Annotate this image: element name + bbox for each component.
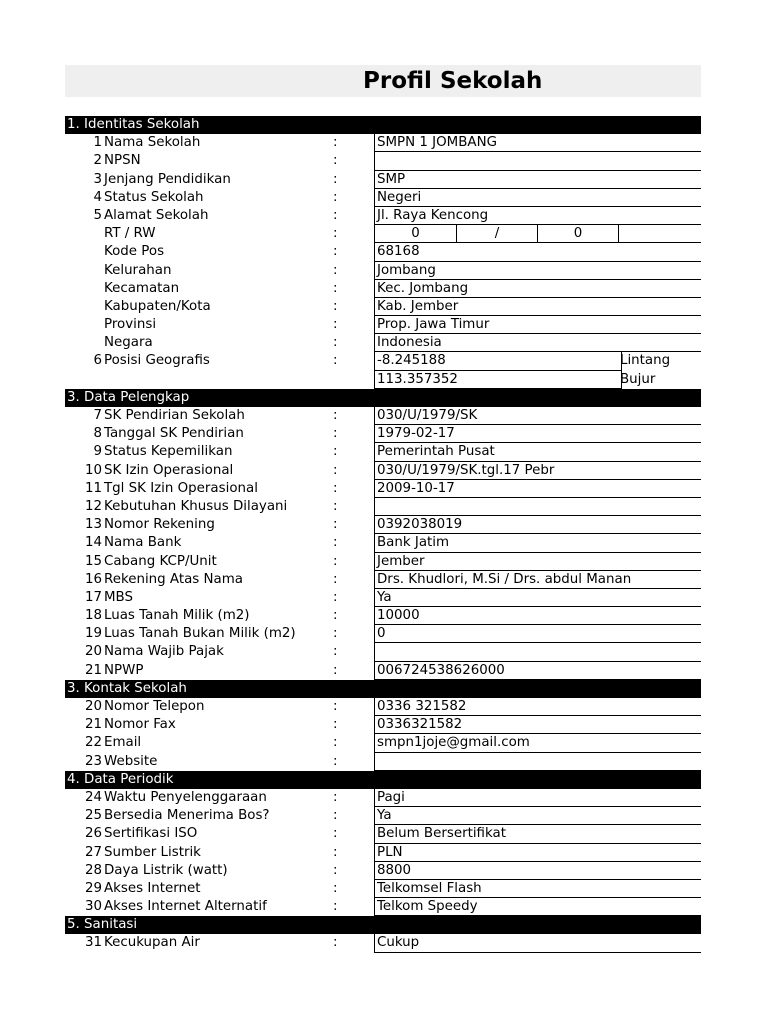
field-label: Nama Bank [104,535,182,551]
field-colon: : [333,480,338,496]
field-label: Email [104,735,142,751]
field-number: 20 [84,699,102,714]
field-label: Cabang KCP/Unit [104,553,217,569]
field-number: 14 [84,535,102,551]
field-number: 20 [84,644,102,660]
field-number: 3 [93,171,102,187]
field-row [65,934,701,952]
field-label: Provinsi [104,317,157,333]
field-row [65,571,701,589]
field-number: 5 [93,207,102,223]
field-number: 2 [93,153,102,169]
field-number: 1 [93,135,102,151]
section-header-pelengkap: 3. Data Pelengkap [65,389,701,407]
field-colon: : [333,735,338,751]
field-label: Status Kepemilikan [104,444,233,460]
page-title: Profil Sekolah [363,68,543,94]
field-colon: : [333,444,338,460]
field-row-rtrw [65,225,701,243]
field-value[interactable]: Jl. Raya Kencong [374,207,701,225]
field-colon: : [333,408,338,423]
field-number: 16 [84,571,102,587]
field-colon: : [333,498,338,514]
field-label: Kabupaten/Kota [104,298,211,314]
field-colon: : [333,226,338,242]
group-sanitasi [65,934,701,952]
section-header-kontak: 3. Kontak Sekolah [65,680,701,698]
field-colon: : [333,553,338,569]
field-value[interactable]: 0336 321582 [374,698,701,716]
field-value[interactable]: Pagi [374,789,701,807]
field-label: Sumber Listrik [104,844,201,860]
field-label: SK Izin Operasional [104,462,234,478]
field-label: Jenjang Pendidikan [104,171,231,187]
field-number: 29 [84,880,102,896]
field-value[interactable]: Ya [374,807,701,825]
field-row [65,589,701,607]
rt-value[interactable]: 0 [375,225,457,242]
field-number: 19 [84,626,102,642]
field-value[interactable]: 0392038019 [374,516,701,534]
field-colon: : [333,589,338,605]
field-label: Posisi Geografis [104,353,210,369]
lintang-value[interactable]: -8.245188 [374,352,622,370]
field-number: 18 [84,608,102,624]
field-value[interactable]: Jember [374,553,701,571]
field-row [65,698,701,716]
field-row [65,607,701,625]
field-label: Alamat Sekolah [104,207,209,223]
field-row [65,553,701,571]
field-value[interactable]: 1979-02-17 [374,425,701,443]
field-number: 10 [84,462,102,478]
field-label: Sertifikasi ISO [104,826,198,842]
profile-sheet [65,116,701,953]
field-label: NPSN [104,153,141,169]
field-value[interactable]: 0336321582 [374,716,701,734]
field-label: Daya Listrik (watt) [104,862,228,878]
field-value[interactable]: Indonesia [374,334,701,352]
field-value[interactable]: Cukup [374,934,701,952]
rw-value[interactable]: 0 [538,225,619,242]
field-value[interactable]: SMPN 1 JOMBANG [374,134,701,152]
field-value[interactable]: Ya [374,589,701,607]
field-label: Nomor Telepon [104,699,205,714]
field-colon: : [333,571,338,587]
field-label: NPWP [104,662,144,678]
field-colon: : [333,298,338,314]
field-colon: : [333,935,338,951]
field-value[interactable]: 030/U/1979/SK.tgl.17 Pebr [374,462,701,480]
field-colon: : [333,862,338,878]
field-value[interactable]: 10000 [374,607,701,625]
field-row-kabupaten [65,298,701,316]
field-colon: : [333,626,338,642]
field-colon: : [333,244,338,260]
rtrw-separator: / [457,225,538,242]
field-colon: : [333,826,338,842]
field-label: MBS [104,589,134,605]
field-value[interactable]: Drs. Khudlori, M.Si / Drs. abdul Manan [374,571,701,589]
lintang-label: Lintang [620,353,671,369]
field-value[interactable]: 030/U/1979/SK [374,407,701,425]
field-row [65,443,701,461]
group-pelengkap [65,407,701,680]
field-row [65,480,701,498]
field-label: Tgl SK Izin Operasional [104,480,258,496]
field-colon: : [333,662,338,678]
field-colon: : [333,517,338,533]
field-colon: : [333,717,338,733]
field-value[interactable]: 2009-10-17 [374,480,701,498]
field-number: 28 [84,862,102,878]
field-row [65,662,701,680]
field-label-text: RT / RW [104,226,156,242]
field-colon: : [333,608,338,624]
field-colon: : [333,462,338,478]
field-number: 9 [93,444,102,460]
bujur-value[interactable]: 113.357352 [374,371,622,389]
field-row [65,534,701,552]
field-colon: : [333,189,338,205]
field-colon: : [333,153,338,169]
field-row [65,789,701,807]
field-value[interactable]: SMP [374,171,701,189]
field-row-kodepos [65,243,701,261]
field-colon: : [333,699,338,714]
field-label: Akses Internet Alternatif [104,899,267,915]
field-label: Akses Internet [104,880,201,896]
field-row-provinsi [65,316,701,334]
field-label: Luas Tanah Milik (m2) [104,608,250,624]
field-colon: : [333,535,338,551]
field-number: 17 [84,589,102,605]
field-number: 21 [84,662,102,678]
field-row [65,825,701,843]
field-label: Nomor Rekening [104,517,215,533]
field-number: 30 [84,899,102,915]
field-number: 22 [84,735,102,751]
field-row [65,862,701,880]
field-value[interactable]: Kab. Jember [374,298,701,316]
field-value[interactable] [374,753,701,771]
field-value[interactable]: PLN [374,844,701,862]
field-row [65,734,701,752]
field-value[interactable] [374,643,701,661]
field-row [65,898,701,916]
field-number: 23 [84,753,102,769]
field-number: 21 [84,717,102,733]
field-label: Negara [104,335,153,351]
field-row [65,643,701,661]
section-header-periodik: 4. Data Periodik [65,771,701,789]
field-row [65,753,701,771]
field-label: Luas Tanah Bukan Milik (m2) [104,626,296,642]
field-row-posisi-bujur [65,371,701,389]
field-row-negara [65,334,701,352]
group-periodik [65,789,701,916]
field-row [65,498,701,516]
field-value[interactable]: Jombang [374,262,701,280]
field-colon: : [333,426,338,442]
field-value[interactable]: Belum Bersertifikat [374,825,701,843]
field-number: 31 [84,935,102,951]
group-kontak [65,698,701,771]
field-number: 6 [93,353,102,369]
field-number: 4 [93,189,102,205]
field-colon: : [333,753,338,769]
field-row-alamat [65,207,701,225]
section-header-identitas: 1. Identitas Sekolah [65,116,701,134]
section-header-sanitasi: 5. Sanitasi [65,916,701,934]
field-number: 7 [93,408,102,423]
field-row [65,844,701,862]
rtrw-cells [374,225,701,243]
field-label: Status Sekolah [104,189,204,205]
field-value[interactable]: 006724538626000 [374,662,701,680]
field-row-posisi-lintang [65,352,701,370]
field-label: Website [104,753,158,769]
field-number: 8 [93,426,102,442]
field-colon: : [333,335,338,351]
field-row [65,516,701,534]
field-colon: : [333,280,338,296]
field-label: Nama Wajib Pajak [104,644,224,660]
field-colon: : [333,171,338,187]
field-colon: : [333,899,338,915]
field-colon: : [333,353,338,369]
field-value[interactable] [374,152,701,170]
field-row-status [65,189,701,207]
field-label: Kebutuhan Khusus Dilayani [104,498,288,514]
field-value[interactable] [374,498,701,516]
field-value[interactable]: 8800 [374,862,701,880]
field-number: 24 [84,789,102,805]
field-row [65,407,701,425]
field-number: 11 [84,480,102,496]
field-colon: : [333,644,338,660]
field-value[interactable]: Bank Jatim [374,534,701,552]
field-value[interactable]: Telkom Speedy [374,898,701,916]
field-label: Nomor Fax [104,717,176,733]
field-row [65,716,701,734]
field-number: 26 [84,826,102,842]
field-label: Kecamatan [104,280,180,296]
field-colon: : [333,844,338,860]
field-number: 27 [84,844,102,860]
field-label: Rekening Atas Nama [104,571,243,587]
field-colon: : [333,135,338,151]
field-row [65,880,701,898]
field-colon: : [333,880,338,896]
field-colon: : [333,808,338,824]
field-colon: : [333,789,338,805]
field-number: 12 [84,498,102,514]
field-row-kecamatan [65,280,701,298]
field-row [65,425,701,443]
field-colon: : [333,317,338,333]
bujur-label: Bujur [620,371,656,387]
field-label: Tanggal SK Pendirian [104,426,244,442]
field-value[interactable]: Prop. Jawa Timur [374,316,701,334]
field-value[interactable]: 0 [374,625,701,643]
field-row [65,807,701,825]
field-value[interactable]: Negeri [374,189,701,207]
field-value[interactable]: 68168 [374,243,701,261]
field-row [65,462,701,480]
field-label: Waktu Penyelenggaraan [104,789,267,805]
field-value[interactable]: Pemerintah Pusat [374,443,701,461]
field-row-jenjang [65,171,701,189]
field-row-npsn [65,152,701,170]
field-colon: : [333,262,338,278]
field-label: SK Pendirian Sekolah [104,408,245,423]
field-label: Kelurahan [104,262,172,278]
field-row-nama-sekolah [65,134,701,152]
field-number: 15 [84,553,102,569]
field-label: Kecukupan Air [104,935,200,951]
field-colon: : [333,207,338,223]
field-number: 13 [84,517,102,533]
field-row [65,625,701,643]
field-label: Kode Pos [104,244,165,260]
field-value[interactable]: Telkomsel Flash [374,880,701,898]
field-label [104,225,156,243]
field-label: Bersedia Menerima Bos? [104,808,270,824]
field-label: Nama Sekolah [104,135,201,151]
field-number: 25 [84,808,102,824]
field-value[interactable]: Kec. Jombang [374,280,701,298]
field-row-kelurahan [65,262,701,280]
field-value[interactable]: smpn1joje@gmail.com [374,734,701,752]
